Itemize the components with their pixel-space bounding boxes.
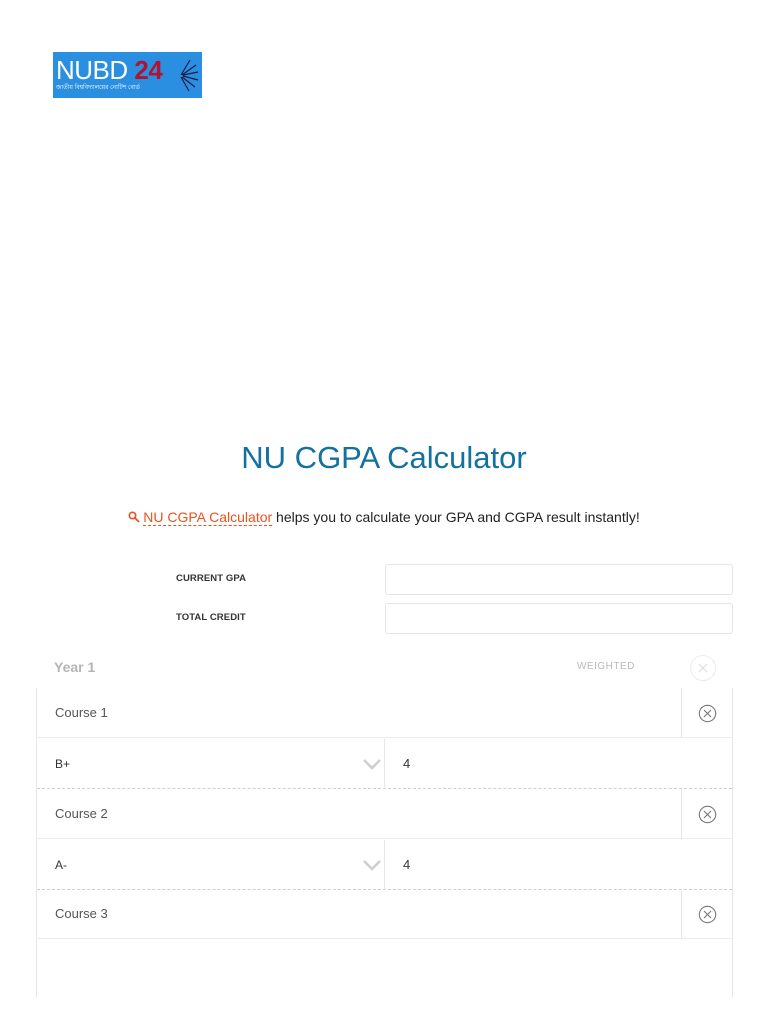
course-row — [37, 688, 732, 738]
column-divider — [384, 840, 385, 890]
year-title: Year 1 — [54, 659, 96, 675]
close-icon — [690, 655, 716, 681]
grade-select[interactable]: A- — [55, 858, 67, 872]
course-grade-row — [37, 840, 732, 890]
remove-year-button[interactable] — [690, 655, 716, 681]
remove-circle-icon — [698, 704, 717, 723]
course-name-input[interactable]: Course 2 — [55, 806, 108, 821]
course-row — [37, 789, 732, 839]
course-grade-row — [37, 739, 732, 789]
remove-course-button[interactable] — [681, 789, 732, 839]
weighted-toggle[interactable]: WEIGHTED — [577, 661, 635, 672]
total-credit-input[interactable] — [385, 603, 733, 634]
remove-circle-icon — [698, 805, 717, 824]
course-row — [37, 889, 732, 939]
current-gpa-label: CURRENT GPA — [176, 573, 247, 584]
intro-description: helps you to calculate your GPA and CGPA result instantly! — [272, 509, 640, 525]
site-logo[interactable] — [53, 52, 202, 98]
logo-rays-icon — [178, 58, 200, 92]
credit-input[interactable]: 4 — [403, 756, 411, 771]
course-name-input[interactable]: Course 1 — [55, 705, 108, 720]
course-name-input[interactable]: Course 3 — [55, 906, 108, 921]
remove-circle-icon — [698, 905, 717, 924]
search-icon — [128, 511, 140, 523]
logo-tagline: জাতীয় বিশ্ববিদ্যালয়ের নোটিশ বোর্ড — [56, 85, 140, 91]
column-divider — [384, 739, 385, 789]
calculator-link[interactable]: NU CGPA Calculator — [143, 509, 273, 525]
intro-text — [0, 509, 768, 525]
logo-number: 24 — [134, 55, 163, 85]
remove-course-button[interactable] — [681, 889, 732, 939]
chevron-down-icon[interactable] — [363, 759, 381, 770]
credit-input[interactable]: 4 — [403, 857, 411, 872]
chevron-down-icon[interactable] — [363, 860, 381, 871]
page-title: NU CGPA Calculator — [241, 440, 527, 475]
grade-select[interactable]: B+ — [55, 757, 71, 771]
course-list — [36, 688, 733, 998]
remove-course-button[interactable] — [681, 688, 732, 738]
logo-text: NUBD 24 — [56, 55, 163, 85]
current-gpa-input[interactable] — [385, 564, 733, 595]
total-credit-label: TOTAL CREDIT — [176, 612, 246, 623]
